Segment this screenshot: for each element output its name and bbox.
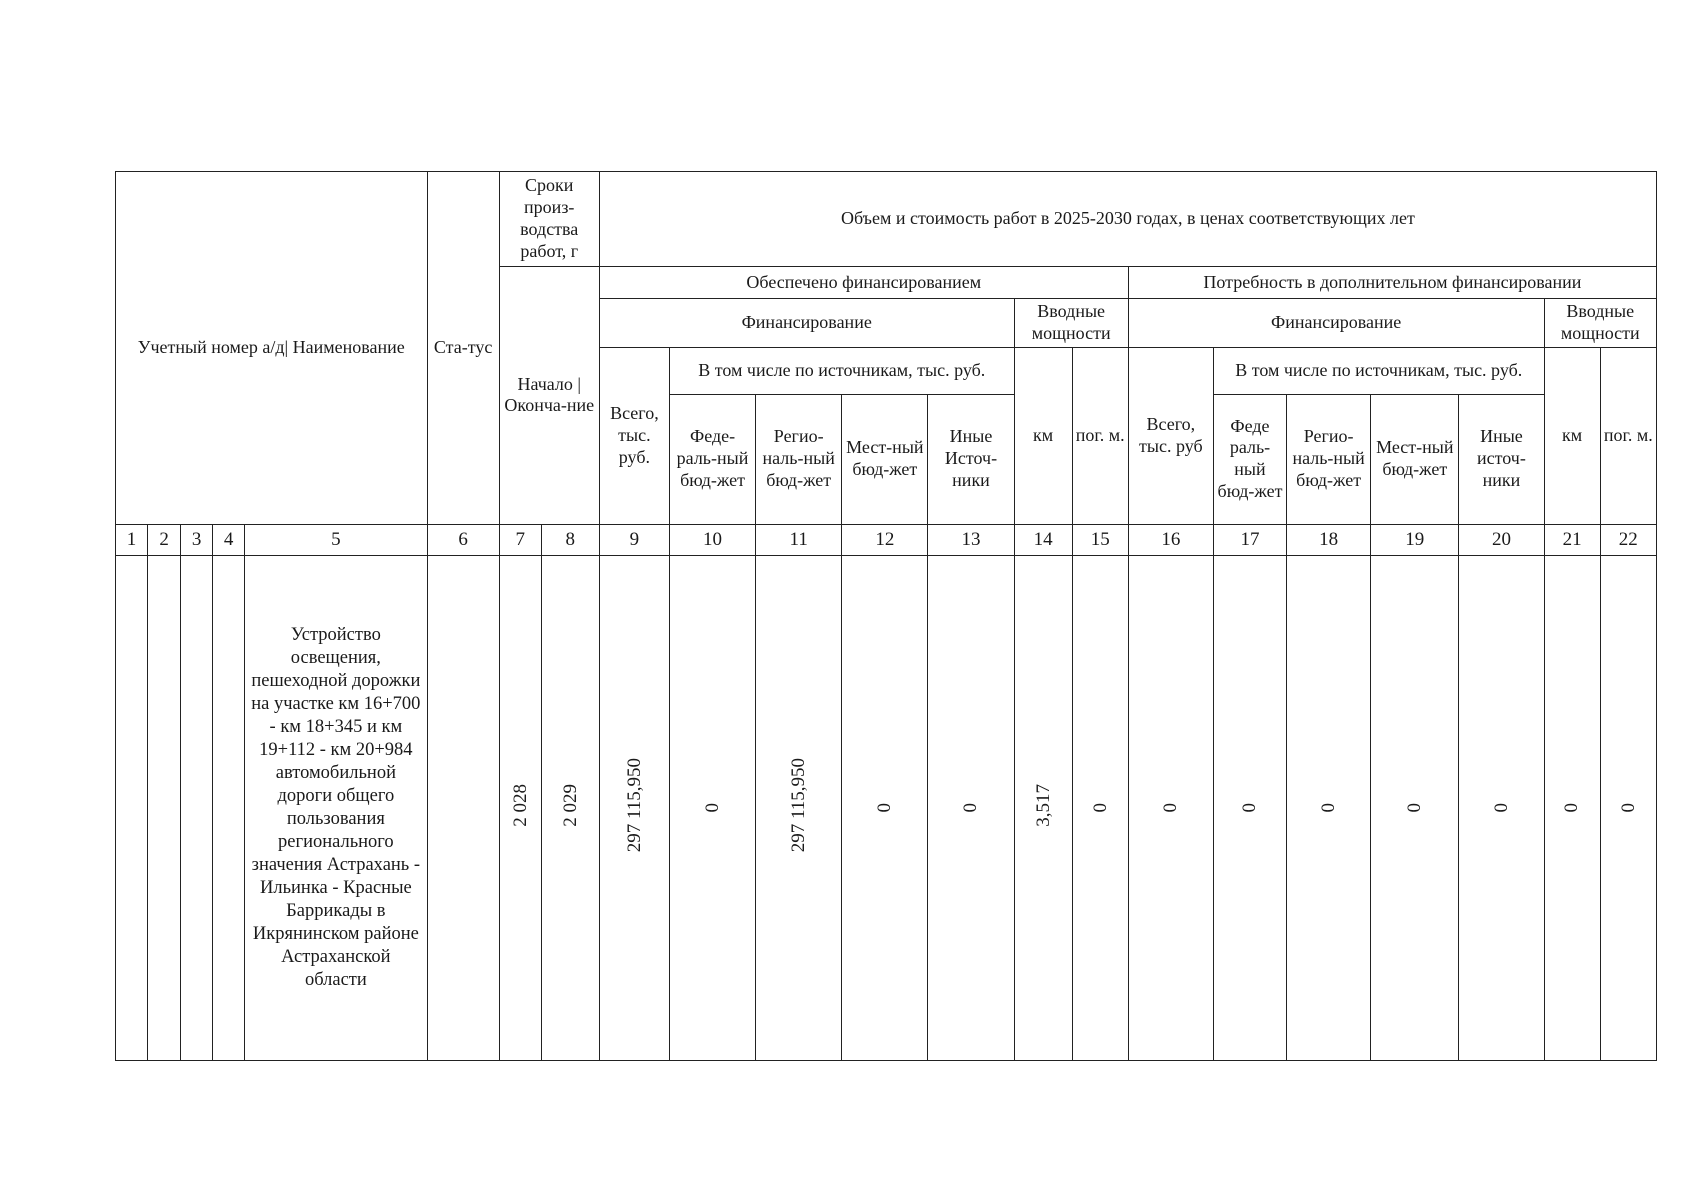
column-number: 17 <box>1213 524 1286 555</box>
column-number: 6 <box>427 524 499 555</box>
header-local-secured: Мест-ный бюд-жет <box>842 394 928 524</box>
column-number: 14 <box>1014 524 1072 555</box>
other-need-value: 0 <box>1490 803 1512 813</box>
header-need: Потребность в дополнительном финансировании <box>1128 267 1656 299</box>
federal-need-value: 0 <box>1239 803 1261 813</box>
column-number: 4 <box>213 524 245 555</box>
regional-secured-value: 297 115,950 <box>788 757 810 853</box>
column-number: 19 <box>1371 524 1459 555</box>
column-number-row <box>116 524 1657 555</box>
cell-km-secured <box>1014 555 1072 1060</box>
table-row <box>116 555 1657 1060</box>
cell-other-need <box>1459 555 1544 1060</box>
cell-other-secured <box>928 555 1014 1060</box>
header-secured: Обеспечено финансированием <box>599 267 1128 299</box>
column-number: 8 <box>541 524 599 555</box>
works-table <box>115 171 1657 1061</box>
header-pm-need: пог. м. <box>1600 347 1656 524</box>
column-number: 5 <box>245 524 427 555</box>
header-capacity-secured: Вводные мощности <box>1014 299 1128 348</box>
header-start-end: Начало | Оконча-ние <box>499 267 599 525</box>
column-number: 3 <box>181 524 213 555</box>
column-number: 20 <box>1459 524 1544 555</box>
column-number: 1 <box>116 524 148 555</box>
column-number: 18 <box>1287 524 1371 555</box>
cell-object-name: Устройство освещения, пешеходной дорожки на участке км 16+700 - км 18+345 и км 19+112 - км 20+984 автомобильной дороги общего пользования регионального значения Астрахань - Ильинка - Красные Баррикады в Икрянинском районе Астраханской области <box>245 555 427 1060</box>
header-km-secured: км <box>1014 347 1072 524</box>
column-number: 10 <box>669 524 755 555</box>
column-number: 7 <box>499 524 541 555</box>
header-sources-need: В том числе по источникам, тыс. руб. <box>1213 347 1544 394</box>
cell-local-need <box>1371 555 1459 1060</box>
column-number: 12 <box>842 524 928 555</box>
header-top-title: Объем и стоимость работ в 2025-2030 годах, в ценах соответствующих лет <box>599 172 1656 267</box>
cell-col-2 <box>148 555 181 1060</box>
column-number: 13 <box>928 524 1014 555</box>
local-secured-value: 0 <box>874 803 896 813</box>
column-number: 21 <box>1544 524 1600 555</box>
cell-pm-need <box>1600 555 1656 1060</box>
other-secured-value: 0 <box>960 803 982 813</box>
column-number: 15 <box>1072 524 1128 555</box>
header-regional-secured: Регио-наль-ный бюд-жет <box>756 394 842 524</box>
header-status: Ста-тус <box>427 172 499 525</box>
cell-federal-secured <box>669 555 755 1060</box>
end-year-value: 2 029 <box>559 783 581 827</box>
column-number: 11 <box>756 524 842 555</box>
header-other-need: Иные источ-ники <box>1459 394 1544 524</box>
pm-secured-value: 0 <box>1089 803 1111 813</box>
cell-col-3 <box>181 555 213 1060</box>
column-number: 16 <box>1128 524 1213 555</box>
cell-regional-need <box>1287 555 1371 1060</box>
federal-secured-value: 0 <box>701 803 723 813</box>
column-number: 2 <box>148 524 181 555</box>
cell-regional-secured <box>756 555 842 1060</box>
start-year-value: 2 028 <box>509 783 531 827</box>
km-secured-value: 3,517 <box>1032 783 1054 827</box>
header-capacity-need: Вводные мощности <box>1544 299 1656 348</box>
cell-pm-secured <box>1072 555 1128 1060</box>
header-federal-secured: Феде-раль-ный бюд-жет <box>669 394 755 524</box>
cell-federal-need <box>1213 555 1286 1060</box>
header-total-secured: Всего, тыс. руб. <box>599 347 669 524</box>
pm-need-value: 0 <box>1617 803 1639 813</box>
cell-status <box>427 555 499 1060</box>
header-federal-need: Феде раль-ный бюд-жет <box>1213 394 1286 524</box>
header-terms: Сроки произ-водства работ, г <box>499 172 599 267</box>
total-secured-value: 297 115,950 <box>623 757 645 853</box>
column-number: 22 <box>1600 524 1656 555</box>
cell-km-need <box>1544 555 1600 1060</box>
cell-start-year <box>499 555 541 1060</box>
header-name: Учетный номер а/д| Наименование <box>116 172 428 525</box>
header-regional-need: Регио-наль-ный бюд-жет <box>1287 394 1371 524</box>
header-financing-secured: Финансирование <box>599 299 1014 348</box>
cell-col-4 <box>213 555 245 1060</box>
header-sources-secured: В том числе по источникам, тыс. руб. <box>669 347 1014 394</box>
total-need-value: 0 <box>1160 803 1182 813</box>
header-financing-need: Финансирование <box>1128 299 1544 348</box>
header-pm-secured: пог. м. <box>1072 347 1128 524</box>
cell-local-secured <box>842 555 928 1060</box>
cell-col-1 <box>116 555 148 1060</box>
header-local-need: Мест-ный бюд-жет <box>1371 394 1459 524</box>
document-table-wrapper <box>115 171 1657 1061</box>
regional-need-value: 0 <box>1318 803 1340 813</box>
cell-end-year <box>541 555 599 1060</box>
header-km-need: км <box>1544 347 1600 524</box>
cell-total-secured <box>599 555 669 1060</box>
local-need-value: 0 <box>1404 803 1426 813</box>
km-need-value: 0 <box>1561 803 1583 813</box>
header-total-need: Всего, тыс. руб <box>1128 347 1213 524</box>
column-number: 9 <box>599 524 669 555</box>
cell-total-need <box>1128 555 1213 1060</box>
header-other-secured: Иные Источ-ники <box>928 394 1014 524</box>
